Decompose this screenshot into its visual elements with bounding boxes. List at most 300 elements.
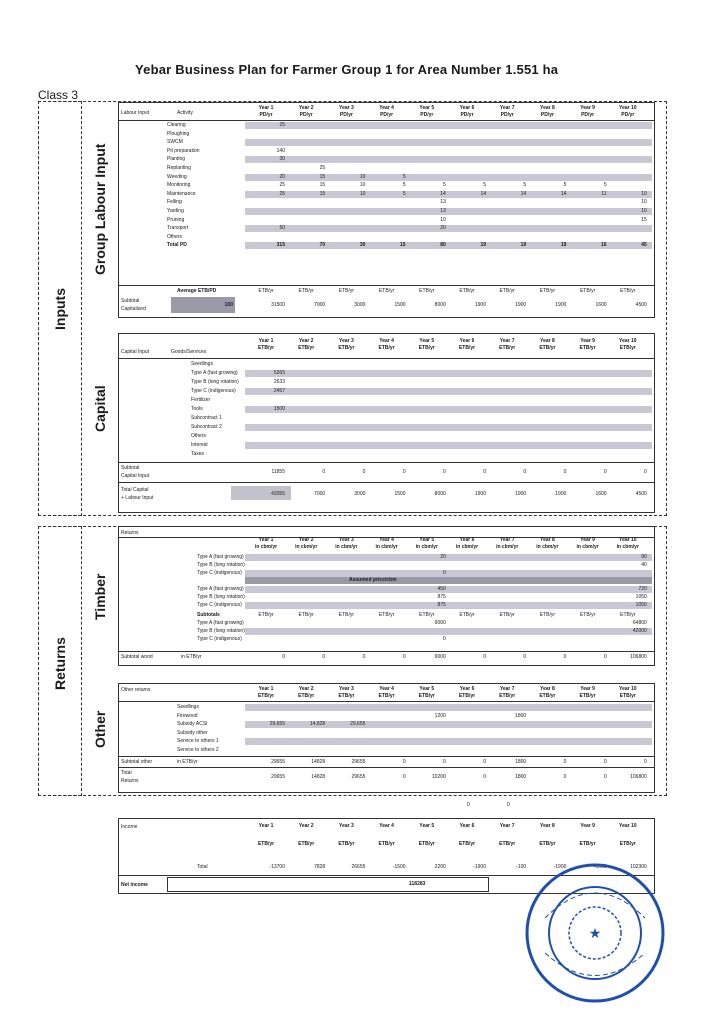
unit-header: ETB/yr	[458, 693, 476, 699]
value-cell: 102300	[630, 864, 647, 870]
goods-label: Fertilizer	[191, 397, 211, 403]
value-cell: 0	[443, 570, 446, 576]
value-cell: 10	[359, 190, 366, 197]
value-cell: 0	[603, 759, 607, 765]
value-cell: 14	[520, 190, 527, 197]
year-header: Year 3	[339, 823, 354, 829]
unit-header: ETB/yr	[338, 288, 355, 294]
activity-label: Replanting	[167, 165, 191, 171]
value-cell: -13700	[269, 864, 285, 870]
goods-label: Subcontract 1	[191, 415, 222, 421]
unit-header: PD/yr	[259, 112, 273, 118]
value-cell: 10	[641, 190, 647, 197]
row-shading	[245, 554, 652, 561]
value-cell: 0	[322, 654, 326, 660]
value-cell: 80	[440, 242, 446, 249]
unit-header: ETB/yr	[338, 345, 355, 351]
value-cell: 15	[319, 190, 326, 197]
value-cell: 14828	[311, 774, 326, 780]
year-header: Year 6	[459, 823, 475, 829]
timber-table	[118, 526, 655, 666]
goods-label: Taxes	[191, 451, 205, 457]
value-cell: 10	[641, 199, 647, 206]
goods-label: Interest	[191, 442, 208, 448]
row-shading	[245, 442, 652, 449]
value-cell: 19	[560, 242, 567, 249]
other-label: Subsidy ACSI	[177, 721, 208, 728]
value-cell: -1500	[392, 864, 406, 870]
unit-header: ETB/yr	[539, 612, 556, 618]
value-cell: 1900	[474, 302, 486, 308]
activity-label: Yarding	[167, 208, 184, 214]
unit-header: PD/yr	[460, 112, 474, 118]
value-cell: 29655	[271, 774, 285, 780]
row-shading	[245, 628, 652, 635]
year-header: Year 2	[298, 537, 314, 543]
value-cell: 0	[563, 759, 567, 765]
year-header: Year 3	[339, 338, 354, 344]
value-cell: 0	[282, 654, 285, 660]
value-cell: 15	[319, 173, 326, 180]
price-header: Assumed price/cbm	[349, 577, 397, 583]
goods-label: Type B (long rotation)	[191, 379, 239, 385]
value-cell: 1500	[394, 302, 406, 308]
unit-header: ETB/yr	[338, 612, 355, 618]
value-cell: 30	[359, 242, 366, 249]
page-title: Yebar Business Plan for Farmer Group 1 for Area Number 1.551 ha	[135, 62, 559, 77]
value-cell: 0	[362, 654, 366, 660]
activity-label: Maintenance	[167, 190, 196, 197]
year-header: Year 9	[580, 105, 595, 111]
year-header: Year 3	[339, 686, 354, 692]
value-cell: 13	[440, 208, 446, 214]
year-header: Year 3	[339, 105, 354, 111]
activity-label: Weeding	[167, 173, 187, 180]
subtotal-wood-label: Subtotal wood	[121, 654, 153, 660]
subtotal-label: Subtotal	[121, 298, 140, 304]
value-cell: 25	[279, 182, 285, 189]
activity-label: SWCM	[167, 139, 183, 146]
extra-value: 0	[467, 802, 470, 808]
divider	[119, 482, 654, 483]
value-cell: 2633	[273, 379, 285, 385]
value-cell: 1200	[434, 712, 446, 719]
row-shading	[245, 586, 652, 593]
total-returns-label: Total	[121, 770, 132, 776]
value-cell: 1500	[394, 491, 406, 497]
value-cell: 5	[402, 173, 406, 180]
unit-header: ETB/yr	[539, 288, 556, 294]
type-label: Type B (long rotation)	[197, 628, 245, 634]
value-cell: 20	[440, 554, 446, 560]
value-cell: 0	[483, 759, 486, 765]
price-header-bar	[245, 577, 652, 584]
unit-header: in cbm/yr	[375, 544, 398, 550]
unit-header: ETB/yr	[418, 345, 435, 351]
year-header: Year 6	[459, 105, 475, 111]
value-cell: 43355	[271, 491, 285, 497]
value-cell: 25	[319, 165, 326, 171]
unit-header: in cbm/yr	[295, 544, 318, 550]
value-cell: 7828	[314, 864, 326, 870]
value-cell: 0	[443, 636, 446, 642]
value-cell: 1900	[515, 302, 527, 308]
value-cell: 20	[440, 225, 446, 232]
subtotal-label: Subtotal	[121, 465, 140, 471]
activity-label: Pruning	[167, 216, 185, 223]
value-cell: 1800	[515, 759, 527, 765]
other-label: Subsidy other	[177, 729, 208, 736]
value-cell: 10200	[431, 774, 446, 780]
class-label: Class 3	[38, 88, 79, 102]
year-header: Year 1	[258, 537, 274, 543]
value-cell: 25	[279, 190, 285, 197]
value-cell: 15	[319, 182, 326, 189]
type-label: Type A (fast growing)	[197, 554, 244, 560]
value-cell: 1050	[635, 594, 647, 600]
value-cell: 0	[483, 469, 486, 475]
value-cell: 1600	[595, 302, 607, 308]
row-shading	[245, 370, 652, 377]
year-header: Year 4	[379, 823, 394, 829]
value-cell: 720	[638, 586, 647, 592]
unit-header: ETB/yr	[499, 841, 516, 847]
value-cell: 1600	[595, 491, 607, 497]
unit-header: ETB/yr	[499, 345, 516, 351]
unit-header: ETB/yr	[619, 345, 636, 351]
total-label: + Labour Input	[121, 495, 154, 501]
year-header: Year 10	[619, 823, 637, 829]
year-header: Year 8	[540, 537, 555, 543]
value-cell: 1900	[555, 491, 567, 497]
total-returns-label: Returns	[121, 778, 139, 784]
value-cell: 15	[641, 216, 647, 223]
year-header: Year 5	[419, 105, 435, 111]
other-label: Seedlings	[177, 704, 199, 710]
unit-header: in cbm/yr	[254, 544, 278, 550]
value-cell: -1900	[553, 864, 567, 870]
value-cell: 13	[440, 199, 446, 206]
row-shading	[245, 122, 652, 129]
value-cell: 40	[641, 562, 647, 568]
unit-header: PD/yr	[581, 112, 595, 118]
row-shading	[245, 602, 652, 609]
value-cell: 5	[603, 182, 607, 189]
year-header: Year 5	[419, 686, 435, 692]
activity-label: Monitoring	[167, 182, 191, 189]
row-shading	[245, 156, 652, 163]
type-label: Type C (indigenous)	[197, 602, 242, 608]
row-shading	[245, 424, 652, 431]
divider	[119, 651, 654, 652]
value-cell: 4500	[635, 302, 647, 308]
value-cell: 29655	[351, 759, 366, 765]
value-cell: 0	[523, 469, 527, 475]
type-label: Type B (long rotation)	[197, 562, 245, 568]
unit-header: ETB/yr	[338, 841, 355, 847]
year-header: Year 4	[379, 686, 394, 692]
value-cell: 9000	[434, 654, 446, 660]
value-cell: 1050	[635, 602, 647, 608]
goods-label: Type A (fast growing)	[191, 370, 238, 376]
row-shading	[245, 388, 652, 395]
total-label: Total Capital	[121, 487, 149, 493]
unit-header: ETB/yr	[378, 841, 395, 847]
year-header: Year 2	[298, 686, 314, 692]
value-cell: 42000	[632, 628, 647, 634]
svg-text:★: ★	[588, 926, 602, 942]
unit-header: in cbm/yr	[536, 544, 559, 550]
divider	[119, 462, 654, 463]
value-cell: 19	[520, 242, 527, 249]
value-cell: 0	[322, 469, 326, 475]
year-header: Year 9	[580, 686, 595, 692]
unit-header: ETB/yr	[298, 612, 314, 618]
value-cell: 875	[437, 594, 446, 600]
value-cell: 19	[480, 242, 486, 249]
col-header: Labour Input	[121, 110, 150, 116]
other-label: Firewood	[177, 712, 198, 719]
unit-header: ETB/yr	[619, 693, 636, 699]
value-cell: 0	[443, 759, 446, 765]
unit-header: ETB/yr	[620, 288, 636, 294]
activity-label: Planting	[167, 156, 186, 163]
income-total-label: Total	[197, 864, 208, 870]
year-header: Year 2	[298, 338, 314, 344]
labour-label: Group Labour Input	[92, 143, 108, 275]
unit-header: ETB/yr	[499, 612, 515, 618]
divider	[119, 358, 654, 359]
year-header: Year 6	[459, 338, 475, 344]
value-cell: 10	[359, 173, 366, 180]
activity-label: Total PD	[167, 242, 187, 249]
value-cell: 64800	[632, 620, 647, 626]
other-table	[118, 683, 655, 793]
unit-header: ETB/yr	[459, 612, 475, 618]
value-cell: 0	[443, 469, 446, 475]
unit-header: ETB/yr	[378, 693, 395, 699]
year-header: Year 8	[540, 338, 555, 344]
unit-header: ETB/yr	[378, 612, 395, 618]
unit-header: ETB/yr	[258, 288, 274, 294]
unit-header: PD/yr	[299, 112, 313, 118]
unit-header: in cbm/yr	[415, 544, 438, 550]
activity-label: Others	[167, 233, 183, 240]
value-cell: 29655	[351, 774, 366, 780]
value-cell: 25	[279, 122, 285, 128]
value-cell: 1900	[555, 302, 567, 308]
unit-header: ETB/yr	[298, 693, 315, 699]
income-label: Income	[121, 824, 138, 830]
col-header: Other returns	[121, 687, 151, 693]
goods-label: Others	[191, 433, 207, 439]
year-header: Year 8	[540, 105, 555, 111]
value-cell: 90	[641, 554, 647, 560]
year-header: Year 8	[540, 823, 555, 829]
unit-header: ETB/yr	[579, 345, 596, 351]
value-cell: 1800	[515, 712, 527, 719]
row-shading	[245, 570, 652, 577]
unit-header: in cbm/yr	[616, 544, 639, 550]
value-cell: 5	[443, 182, 446, 189]
unit-label: in ETB/yr	[177, 759, 198, 765]
unit-header: ETB/yr	[298, 288, 314, 294]
goods-label: Type C (indigenous)	[191, 388, 236, 394]
row-shading	[245, 139, 652, 146]
unit-header: ETB/yr	[499, 693, 516, 699]
unit-header: PD/yr	[420, 112, 434, 118]
unit-header: ETB/yr	[459, 288, 475, 294]
year-header: Year 7	[499, 338, 515, 344]
value-cell: 10	[440, 216, 446, 223]
year-header: Year 10	[619, 105, 637, 111]
unit-header: ETB/yr	[539, 841, 556, 847]
unit-header: ETB/yr	[378, 288, 395, 294]
year-header: Year 1	[258, 338, 274, 344]
net-income-box	[167, 877, 489, 892]
unit-header: PD/yr	[339, 112, 353, 118]
year-header: Year 1	[258, 105, 274, 111]
avg-value: 100	[224, 302, 233, 308]
year-header: Year 7	[499, 686, 515, 692]
year-header: Year 5	[419, 823, 435, 829]
year-header: Year 10	[619, 686, 637, 692]
divider	[119, 701, 654, 702]
value-cell: 31500	[271, 302, 285, 308]
value-cell: -100	[516, 864, 527, 870]
value-cell: 140	[276, 147, 285, 154]
unit-header: in cbm/yr	[576, 544, 599, 550]
unit-header: ETB/yr	[539, 345, 556, 351]
value-cell: 14,828	[309, 721, 326, 728]
value-cell: 14	[440, 190, 446, 197]
value-cell: 2457	[273, 388, 285, 394]
type-label: Type A (fast growing)	[197, 620, 244, 626]
type-label: Type B (long rotation)	[197, 594, 245, 600]
subtotals-label: Subtotals	[197, 612, 220, 618]
other-label: Other	[92, 710, 108, 748]
value-cell: -1600	[593, 864, 607, 870]
activity-label: Transport	[167, 225, 189, 232]
value-cell: 11855	[271, 469, 285, 475]
value-cell: 1800	[515, 774, 527, 780]
value-cell: 450	[437, 586, 446, 592]
year-header: Year 7	[499, 537, 515, 543]
value-cell: 0	[402, 759, 406, 765]
other-label: Service to others 1	[177, 738, 219, 745]
value-cell: 0	[362, 469, 366, 475]
unit-header: PD/yr	[380, 112, 394, 118]
activity-label: Felling	[167, 199, 182, 206]
value-cell: 29,655	[269, 721, 285, 728]
unit-header: ETB/yr	[257, 841, 275, 847]
value-cell: 0	[523, 654, 527, 660]
value-cell: 11	[601, 190, 607, 197]
unit-header: in cbm/yr	[455, 544, 479, 550]
unit-header: ETB/yr	[257, 693, 275, 699]
goods-label: Subcontract 2	[191, 424, 222, 430]
row-shading	[245, 738, 652, 745]
capitalized-label: Capitalized	[121, 306, 146, 312]
value-cell: 7000	[314, 491, 326, 497]
year-header: Year 6	[459, 537, 475, 543]
value-cell: 0	[402, 469, 406, 475]
value-cell: 20	[279, 173, 285, 180]
value-cell: 14	[480, 190, 486, 197]
divider	[119, 756, 654, 757]
value-cell: 29,655	[350, 721, 366, 728]
activity-label: Pit preparation	[167, 147, 200, 154]
value-cell: 70	[319, 242, 326, 249]
year-header: Year 5	[419, 537, 435, 543]
net-income-label: Net income	[121, 882, 148, 888]
value-cell: 26655	[351, 864, 366, 870]
value-cell: 10	[359, 182, 366, 189]
value-cell: 9000	[434, 620, 446, 626]
unit-header: ETB/yr	[418, 693, 435, 699]
row-shading	[245, 208, 652, 215]
capital-input-label: Capital Input	[121, 473, 150, 479]
year-header: Year 6	[459, 686, 475, 692]
year-header: Year 9	[580, 537, 595, 543]
value-cell: 1500	[273, 406, 285, 412]
value-cell: 3000	[354, 491, 366, 497]
col-header: Activity	[177, 110, 193, 116]
unit-header: ETB/yr	[579, 693, 596, 699]
value-cell: 4500	[635, 491, 647, 497]
goods-label: Seedlings	[191, 361, 213, 367]
value-cell: 14	[560, 190, 567, 197]
unit-header: ETB/yr	[257, 345, 275, 351]
year-header: Year 10	[619, 338, 637, 344]
value-cell: 106800	[630, 774, 647, 780]
value-cell: 29655	[271, 759, 285, 765]
unit-header: ETB/yr	[298, 841, 315, 847]
value-cell: 14828	[311, 759, 326, 765]
value-cell: 5	[523, 182, 527, 189]
unit-header: ETB/yr	[298, 345, 315, 351]
unit-header: ETB/yr	[620, 612, 636, 618]
unit-header: ETB/yr	[619, 841, 636, 847]
row-shading	[245, 406, 652, 413]
row-shading	[245, 225, 652, 232]
value-cell: 0	[603, 774, 607, 780]
value-cell: 7000	[314, 302, 326, 308]
subtotal-other-label: Subtotal other	[121, 759, 153, 765]
capital-table	[118, 333, 655, 513]
type-label: Type C (indigenous)	[197, 570, 242, 576]
year-header: Year 9	[580, 823, 595, 829]
divider	[119, 767, 654, 768]
value-cell: 8000	[434, 491, 446, 497]
value-cell: 0	[603, 469, 607, 475]
value-cell: 875	[437, 602, 446, 608]
value-cell: 45	[641, 242, 647, 249]
unit-header: ETB/yr	[579, 841, 596, 847]
unit-header: ETB/yr	[258, 612, 274, 618]
value-cell: 0	[644, 469, 647, 475]
year-header: Year 4	[379, 537, 394, 543]
value-cell: 2200	[434, 864, 446, 870]
timber-label: Timber	[92, 573, 108, 620]
row-shading	[245, 704, 652, 711]
value-cell: 5	[563, 182, 567, 189]
value-cell: 0	[483, 774, 486, 780]
value-cell: 1900	[515, 491, 527, 497]
activity-label: Ploughing	[167, 130, 190, 137]
value-cell: 0	[644, 759, 647, 765]
unit-header: ETB/yr	[419, 288, 435, 294]
